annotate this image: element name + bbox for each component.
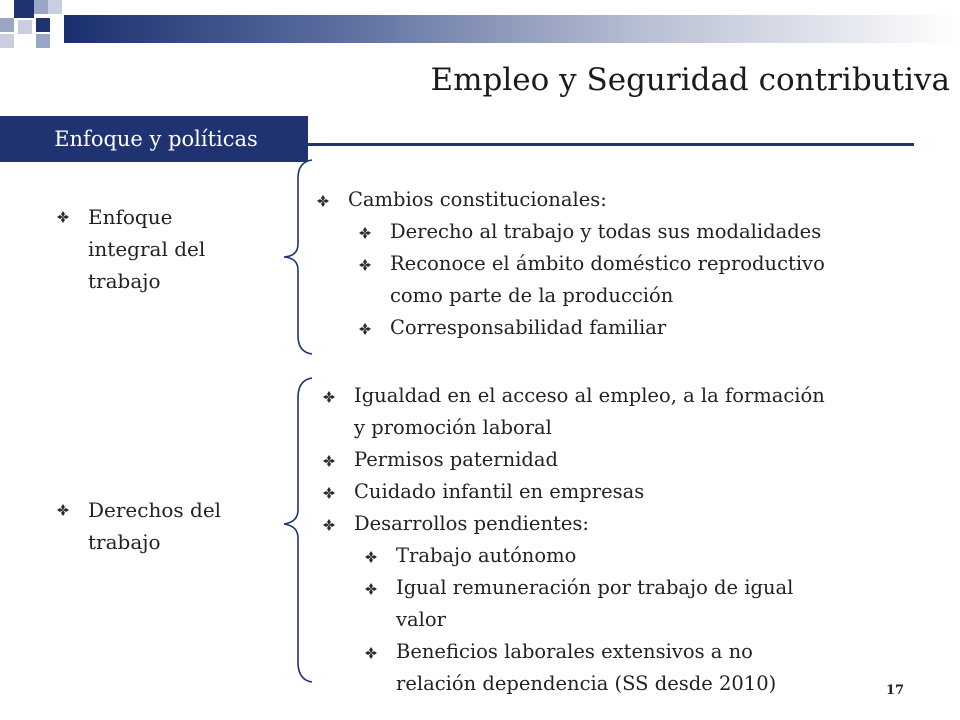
list-item [358,248,916,312]
list-item [364,572,922,636]
list-item-text: Cambios constitucionales: [348,188,607,211]
list-item-text: Trabajo autónomo [396,544,577,567]
list-group2 [322,380,922,700]
diamond-bullet-icon [322,518,336,532]
decor-square [36,18,50,32]
section-tab [0,116,308,162]
diamond-bullet-icon [364,550,378,564]
list-item [358,312,916,344]
list-item-text: Beneficios laborales extensivos a no [396,640,753,663]
list-item-text: Cuidado infantil en empresas [354,480,645,503]
diamond-bullet-icon [322,486,336,500]
diamond-bullet-icon [56,503,70,517]
left-topic-line: integral del [88,237,206,261]
diamond-bullet-icon [364,582,378,596]
diamond-bullet-icon [358,258,372,272]
list-item-text: y promoción laboral [354,416,552,439]
diamond-bullet-icon [358,226,372,240]
decor-square [0,34,14,48]
decor-square [0,18,14,32]
list-item [364,540,922,572]
diamond-bullet-icon [316,194,330,208]
list-item-text: Desarrollos pendientes: [354,512,589,535]
list-item [322,476,922,508]
list-item-text: relación dependencia (SS desde 2010) [396,672,777,695]
diamond-bullet-icon [56,210,70,224]
left-topic-derechos [52,494,221,558]
left-topic-enfoque [52,201,205,297]
diamond-bullet-icon [364,646,378,660]
list-item [358,216,916,248]
list-item-text: Igual remuneración por trabajo de igual [396,576,794,599]
list-item-text: Derecho al trabajo y todas sus modalidades [390,220,822,243]
section-label: Enfoque y políticas [54,127,258,151]
list-item-text: Corresponsabilidad familiar [390,316,667,339]
decor-square [18,20,32,34]
list-item-text: como parte de la producción [390,284,674,307]
list-item [364,636,922,700]
list-group1 [316,184,916,344]
list-item [322,380,922,444]
left-topic-line: Derechos del [88,498,222,522]
diamond-bullet-icon [322,454,336,468]
list-item-text: Reconoce el ámbito doméstico reproductivo [390,252,825,275]
list-item-text: Permisos paternidad [354,448,558,471]
section-divider [308,143,914,146]
list-item-text: valor [396,608,446,631]
list-item-text: Igualdad en el acceso al empleo, a la formación [354,384,825,407]
header-gradient-bar [64,15,960,43]
decor-square [36,34,50,48]
list-item [316,184,916,216]
diamond-bullet-icon [322,390,336,404]
left-topic-line: trabajo [88,530,161,554]
curly-brace [280,158,316,356]
list-item [322,444,922,476]
left-topic-line: trabajo [88,269,161,293]
decor-square [14,0,34,18]
decor-square [48,0,62,14]
decor-square [34,0,48,14]
curly-brace [280,376,316,684]
diamond-bullet-icon [358,322,372,336]
left-topic-line: Enfoque [88,205,173,229]
page-number: 17 [886,683,905,698]
list-item [322,508,922,540]
slide-title: Empleo y Seguridad contributiva [430,62,950,98]
